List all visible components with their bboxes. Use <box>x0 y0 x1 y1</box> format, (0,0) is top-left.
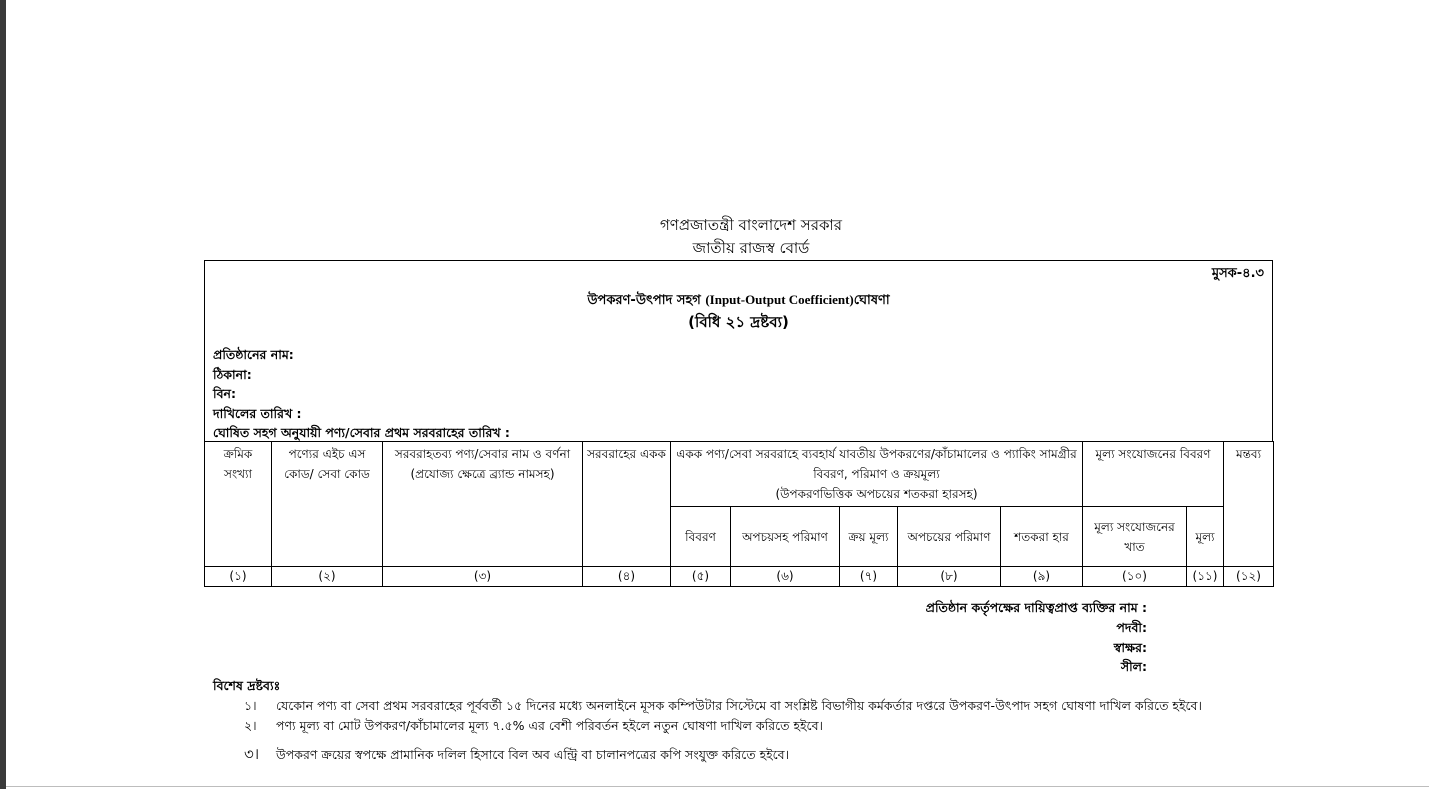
note-number: ১। <box>244 698 257 713</box>
header-inputs-main: একক পণ্য/সেবা সরবরাহে ব্যবহার্য যাবতীয় উপকরণের/কাঁচামালের ও প্যাকিং সামগ্রীর বিবরণ, পরিমাণ ও ক্রয়মূল্য <box>676 447 1077 481</box>
note-text: যেকোন পণ্য বা সেবা প্রথম সরবরাহের পূর্ববর্তী ১৫ দিনের মধ্যে অনলাইনে মূসক কম্পিউটার সিস্টেমে বা সংশ্লিষ্ট বিভাগীয় কর্মকর্তার দপ্তরে উপকরণ-উৎপাদ সহগ ঘোষণা দাখিল করিতে হইবে। <box>276 698 1202 713</box>
subheader-wastage-qty: অপচয়ের পরিমাণ <box>898 507 1001 567</box>
form-title <box>205 291 1272 312</box>
note-item <box>244 698 1202 718</box>
form-rule: (বিধি ২১ দ্রষ্টব্য) <box>688 313 789 331</box>
header-remarks: মন্তব্য <box>1224 442 1274 567</box>
column-number: (১১) <box>1187 567 1224 587</box>
board-heading: জাতীয় রাজস্ব বোর্ড <box>692 239 810 257</box>
authorized-person-label: প্রতিষ্ঠান কর্তৃপক্ষের দায়িত্বপ্রাপ্ত ব্যক্তির নাম : <box>925 600 1147 615</box>
subheader-description: বিবরণ <box>671 507 731 567</box>
column-number-row <box>205 567 1274 587</box>
column-number: (৭) <box>840 567 898 587</box>
note-item <box>244 743 789 768</box>
note-text: উপকরণ ক্রয়ের স্বপক্ষে প্রামানিক দলিল হিসাবে বিল অব এন্ট্রি বা চালানপত্রের কপি সংযুক্ত করিতে হইবে। <box>276 747 790 762</box>
signature-block <box>926 598 1147 677</box>
first-supply-date-label: ঘোষিত সহগ অনুযায়ী পণ্য/সেবার প্রথম সরবরাহের তারিখ : <box>213 425 510 441</box>
form-title-english: (Input-Output Coefficient) <box>705 292 854 307</box>
form-title-suffix: ঘোষণা <box>853 293 890 308</box>
notes-title: বিশেষ দ্রষ্টব্যঃ <box>213 678 281 693</box>
form-code: মুসক-৪.৩ <box>1211 266 1264 281</box>
org-name-label: প্রতিষ্ঠানের নাম: <box>213 347 294 362</box>
column-number: (২) <box>272 567 383 587</box>
column-number: (৩) <box>383 567 583 587</box>
bin-label: বিন: <box>213 386 236 402</box>
window-bottom-edge <box>6 786 1429 787</box>
header-hs-code: পণ্যের এইচ এস কোড/ সেবা কোড <box>272 442 383 567</box>
header-serial: ক্রমিক সংখ্যা <box>205 442 272 567</box>
header-inputs <box>671 442 1083 507</box>
signature-label: স্বাক্ষর: <box>1113 639 1147 655</box>
seal-label: সীল: <box>1120 659 1147 675</box>
form-frame <box>204 260 1273 442</box>
column-number: (৪) <box>583 567 671 587</box>
header-value-addition: মূল্য সংযোজনের বিবরণ <box>1083 442 1224 507</box>
note-number: ৩। <box>244 745 260 763</box>
subheader-purchase-price: ক্রয় মূল্য <box>840 507 898 567</box>
government-heading: গণপ্রজাতন্ত্রী বাংলাদেশ সরকার <box>659 216 843 234</box>
note-text: পণ্য মূল্য বা মোট উপকরণ/কাঁচামালের মূল্য ৭.৫% এর বেশী পরিবর্তন হইলে নতুন ঘোষণা দাখিল করিতে হইবে। <box>276 718 824 733</box>
submission-date-label: দাখিলের তারিখ : <box>213 405 302 421</box>
note-number: ২। <box>244 718 257 733</box>
coefficient-table <box>204 441 1274 587</box>
column-number: (৫) <box>671 567 731 587</box>
form-title-prefix: উপকরণ-উৎপাদ সহগ <box>587 293 701 308</box>
column-number: (৯) <box>1001 567 1083 587</box>
org-info-fields <box>213 345 510 443</box>
column-number: (৮) <box>898 567 1001 587</box>
subheader-value: মূল্য <box>1187 507 1224 567</box>
subheader-qty-with-wastage: অপচয়সহ পরিমাণ <box>731 507 840 567</box>
designation-label: পদবী: <box>1116 619 1147 635</box>
subheader-value-addition-head: মূল্য সংযোজনের খাত <box>1083 507 1187 567</box>
column-number: (৬) <box>731 567 840 587</box>
header-product-name: সরবরাহতব্য পণ্য/সেবার নাম ও বর্ণনা (প্রযোজ্য ক্ষেত্রে ব্র্যান্ড নামসহ) <box>383 442 583 567</box>
header-inputs-sub: (উপকরণভিত্তিক অপচয়ের শতকরা হারসহ) <box>775 487 978 501</box>
header-supply-unit: সরবরাহের একক <box>583 442 671 567</box>
column-number: (১২) <box>1224 567 1274 587</box>
address-label: ঠিকানা: <box>213 366 252 382</box>
column-number: (১০) <box>1083 567 1187 587</box>
column-number: (১) <box>205 567 272 587</box>
note-item <box>244 718 823 738</box>
table-header-row <box>205 442 1274 507</box>
subheader-percentage-rate: শতকরা হার <box>1001 507 1083 567</box>
